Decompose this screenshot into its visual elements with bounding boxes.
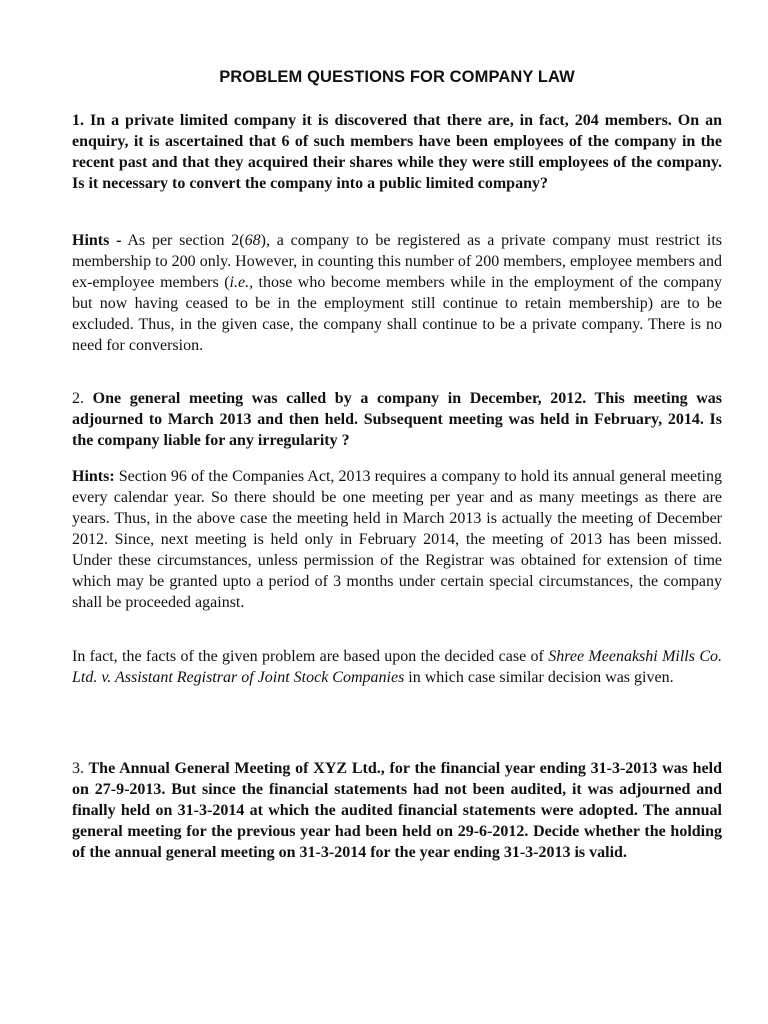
question-3-number: 3. xyxy=(72,760,84,777)
question-2-text: One general meeting was called by a company in December, 2012. This meeting was adjourned to March 2013 and then held. Subsequent meeting was held in February, 2014. Is the company liable for any irregularity ? xyxy=(72,390,722,449)
question-3-text: The Annual General Meeting of XYZ Ltd., for the financial year ending 31-3-2013 was held on 27-9-2013. But since the financial statements had not been audited, it was adjourned and finally held on 31-3-2014 at which the audited financial statements were adopted. The annual general meeting for the previous year had been held on 29-6-2012. Decide whether the holding of the annual general meeting on 31-3-2014 for the year ending 31-3-2013 is valid. xyxy=(72,760,722,861)
hint-2-label: Hints: xyxy=(72,468,115,485)
hint-1 xyxy=(72,230,722,356)
page-title: PROBLEM QUESTIONS FOR COMPANY LAW xyxy=(219,68,575,86)
hint-2 xyxy=(72,466,722,613)
hint-2-text: Section 96 of the Companies Act, 2013 requires a company to hold its annual general meeting every calendar year. So there should be one meeting per year and as many meetings as there are years. Thus, in the above case the meeting held in March 2013 is actually the meeting of December 2012. Since, next meeting is held only in February 2014, the meeting of 2013 has been missed. Under these circumstances, unless permission of the Registrar was obtained for extension of time which may be granted upto a period of 3 months under certain special circumstances, the company shall be proceeded against. xyxy=(72,468,722,611)
question-1: 1. In a private limited company it is discovered that there are, in fact, 204 members. On an enquiry, it is ascertained that 6 of such members have been employees of the company in the recent past and that they acquired their shares while they were still employees of the company. Is it necessary to convert the company into a public limited company? xyxy=(72,112,722,192)
hint-1-text-b: ), a company to be registered as a private company must restrict its membership to 200 only. However, in counting this number of 200 members, employee members and ex-employee members ( xyxy=(72,232,723,291)
case-reference-text-b: in which case similar decision was given. xyxy=(404,669,674,686)
hint-1-label: Hints - xyxy=(72,232,122,249)
question-3 xyxy=(72,758,722,863)
hint-1-ie: i.e., xyxy=(229,274,254,291)
question-2 xyxy=(72,388,722,451)
hint-1-text-a: As per section 2( xyxy=(121,232,245,249)
case-reference-text-a: In fact, the facts of the given problem are based upon the decided case of xyxy=(72,648,549,665)
case-citation: Shree Meenakshi Mills Co. Ltd. v. Assistant Registrar of Joint Stock Companies xyxy=(72,648,723,686)
hint-2-case-reference xyxy=(72,646,722,688)
question-2-number: 2. xyxy=(72,390,84,407)
hint-1-section-number: 68 xyxy=(244,232,261,249)
hint-1-text-c: those who become members while in the employment of the company but now having ceased to be in the employment still continue to retain membership) are to be excluded. Thus, in the given case, the company shall continue to be a private company. There is no need for conversion. xyxy=(72,274,722,354)
